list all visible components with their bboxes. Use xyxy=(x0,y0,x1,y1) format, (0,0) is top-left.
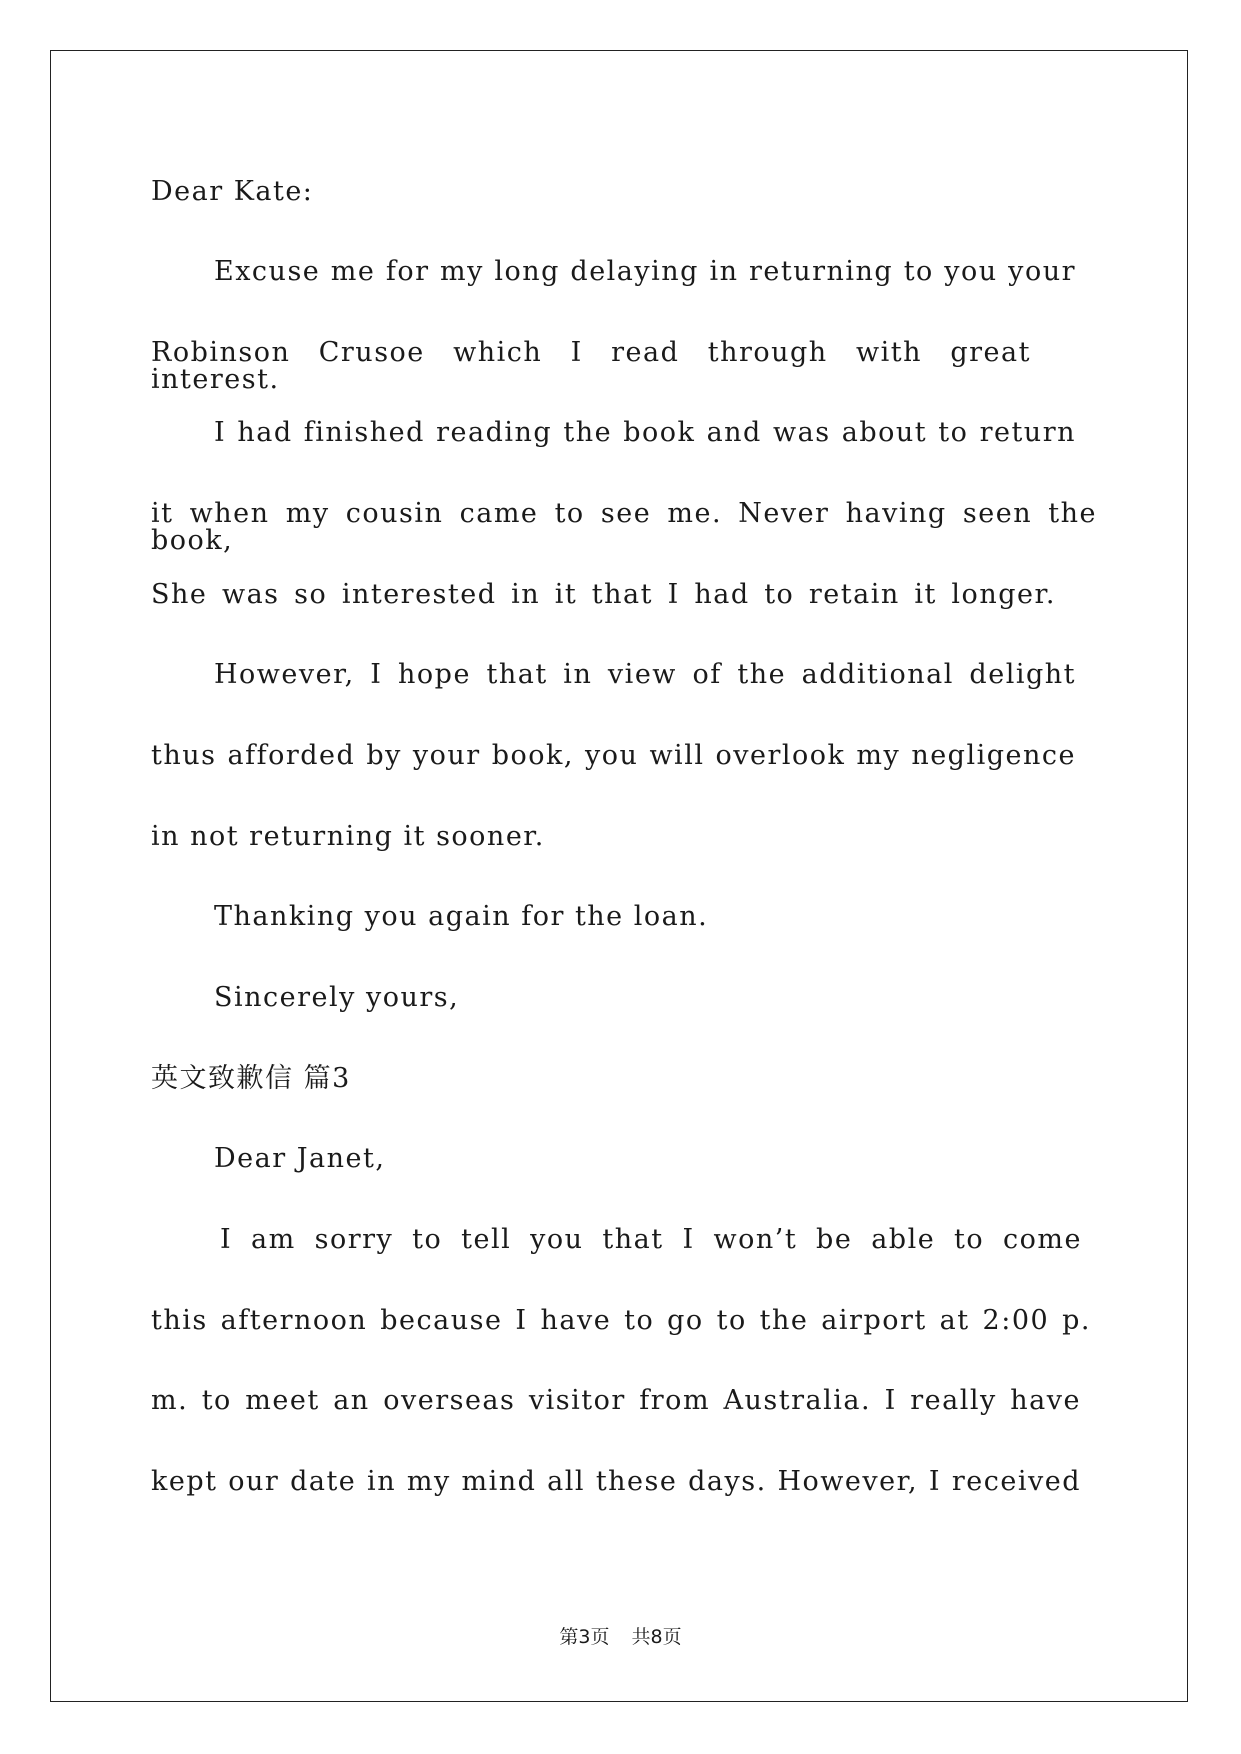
page-border xyxy=(50,50,1188,1702)
letter2-paragraph1-line2: this afternoon because I have to go to the airport at 2:00 p. xyxy=(151,1305,1091,1336)
total-pages-indicator: 共8页 xyxy=(631,1626,682,1648)
letter1-paragraph3-line1: However, I hope that in view of the additional delight xyxy=(214,659,1076,690)
letter1-paragraph2-line3: She was so interested in it that I had to retain it longer. xyxy=(151,579,1056,610)
letter1-salutation: Dear Kate: xyxy=(151,176,314,207)
letter2-paragraph1-line1: I am sorry to tell you that I won’t be able to come xyxy=(220,1224,1082,1255)
letter2-paragraph1-line3: m. to meet an overseas visitor from Australia. I really have xyxy=(151,1385,1081,1416)
section-heading: 英文致歉信 篇3 xyxy=(151,1063,351,1094)
letter1-paragraph1-line1: Excuse me for my long delaying in returning to you your xyxy=(214,256,1076,287)
current-page-indicator: 第3页 xyxy=(559,1626,610,1648)
letter1-paragraph2-line1: I had finished reading the book and was about to return xyxy=(214,417,1076,448)
page-footer xyxy=(0,1628,1241,1647)
letter1-paragraph4: Thanking you again for the loan. xyxy=(214,901,709,932)
letter1-paragraph3-line2: thus afforded by your book, you will overlook my negligence xyxy=(151,740,1076,771)
letter1-paragraph1-line2: Robinson Crusoe which I read through with great interest. xyxy=(151,337,1031,395)
letter1-paragraph2-line2: it when my cousin came to see me. Never having seen the book, xyxy=(151,498,1097,556)
letter1-paragraph3-line3: in not returning it sooner. xyxy=(151,821,545,852)
letter2-paragraph1-line4: kept our date in my mind all these days. However, I received xyxy=(151,1466,1081,1497)
letter1-closing: Sincerely yours, xyxy=(214,982,460,1013)
letter2-salutation: Dear Janet, xyxy=(214,1143,386,1174)
